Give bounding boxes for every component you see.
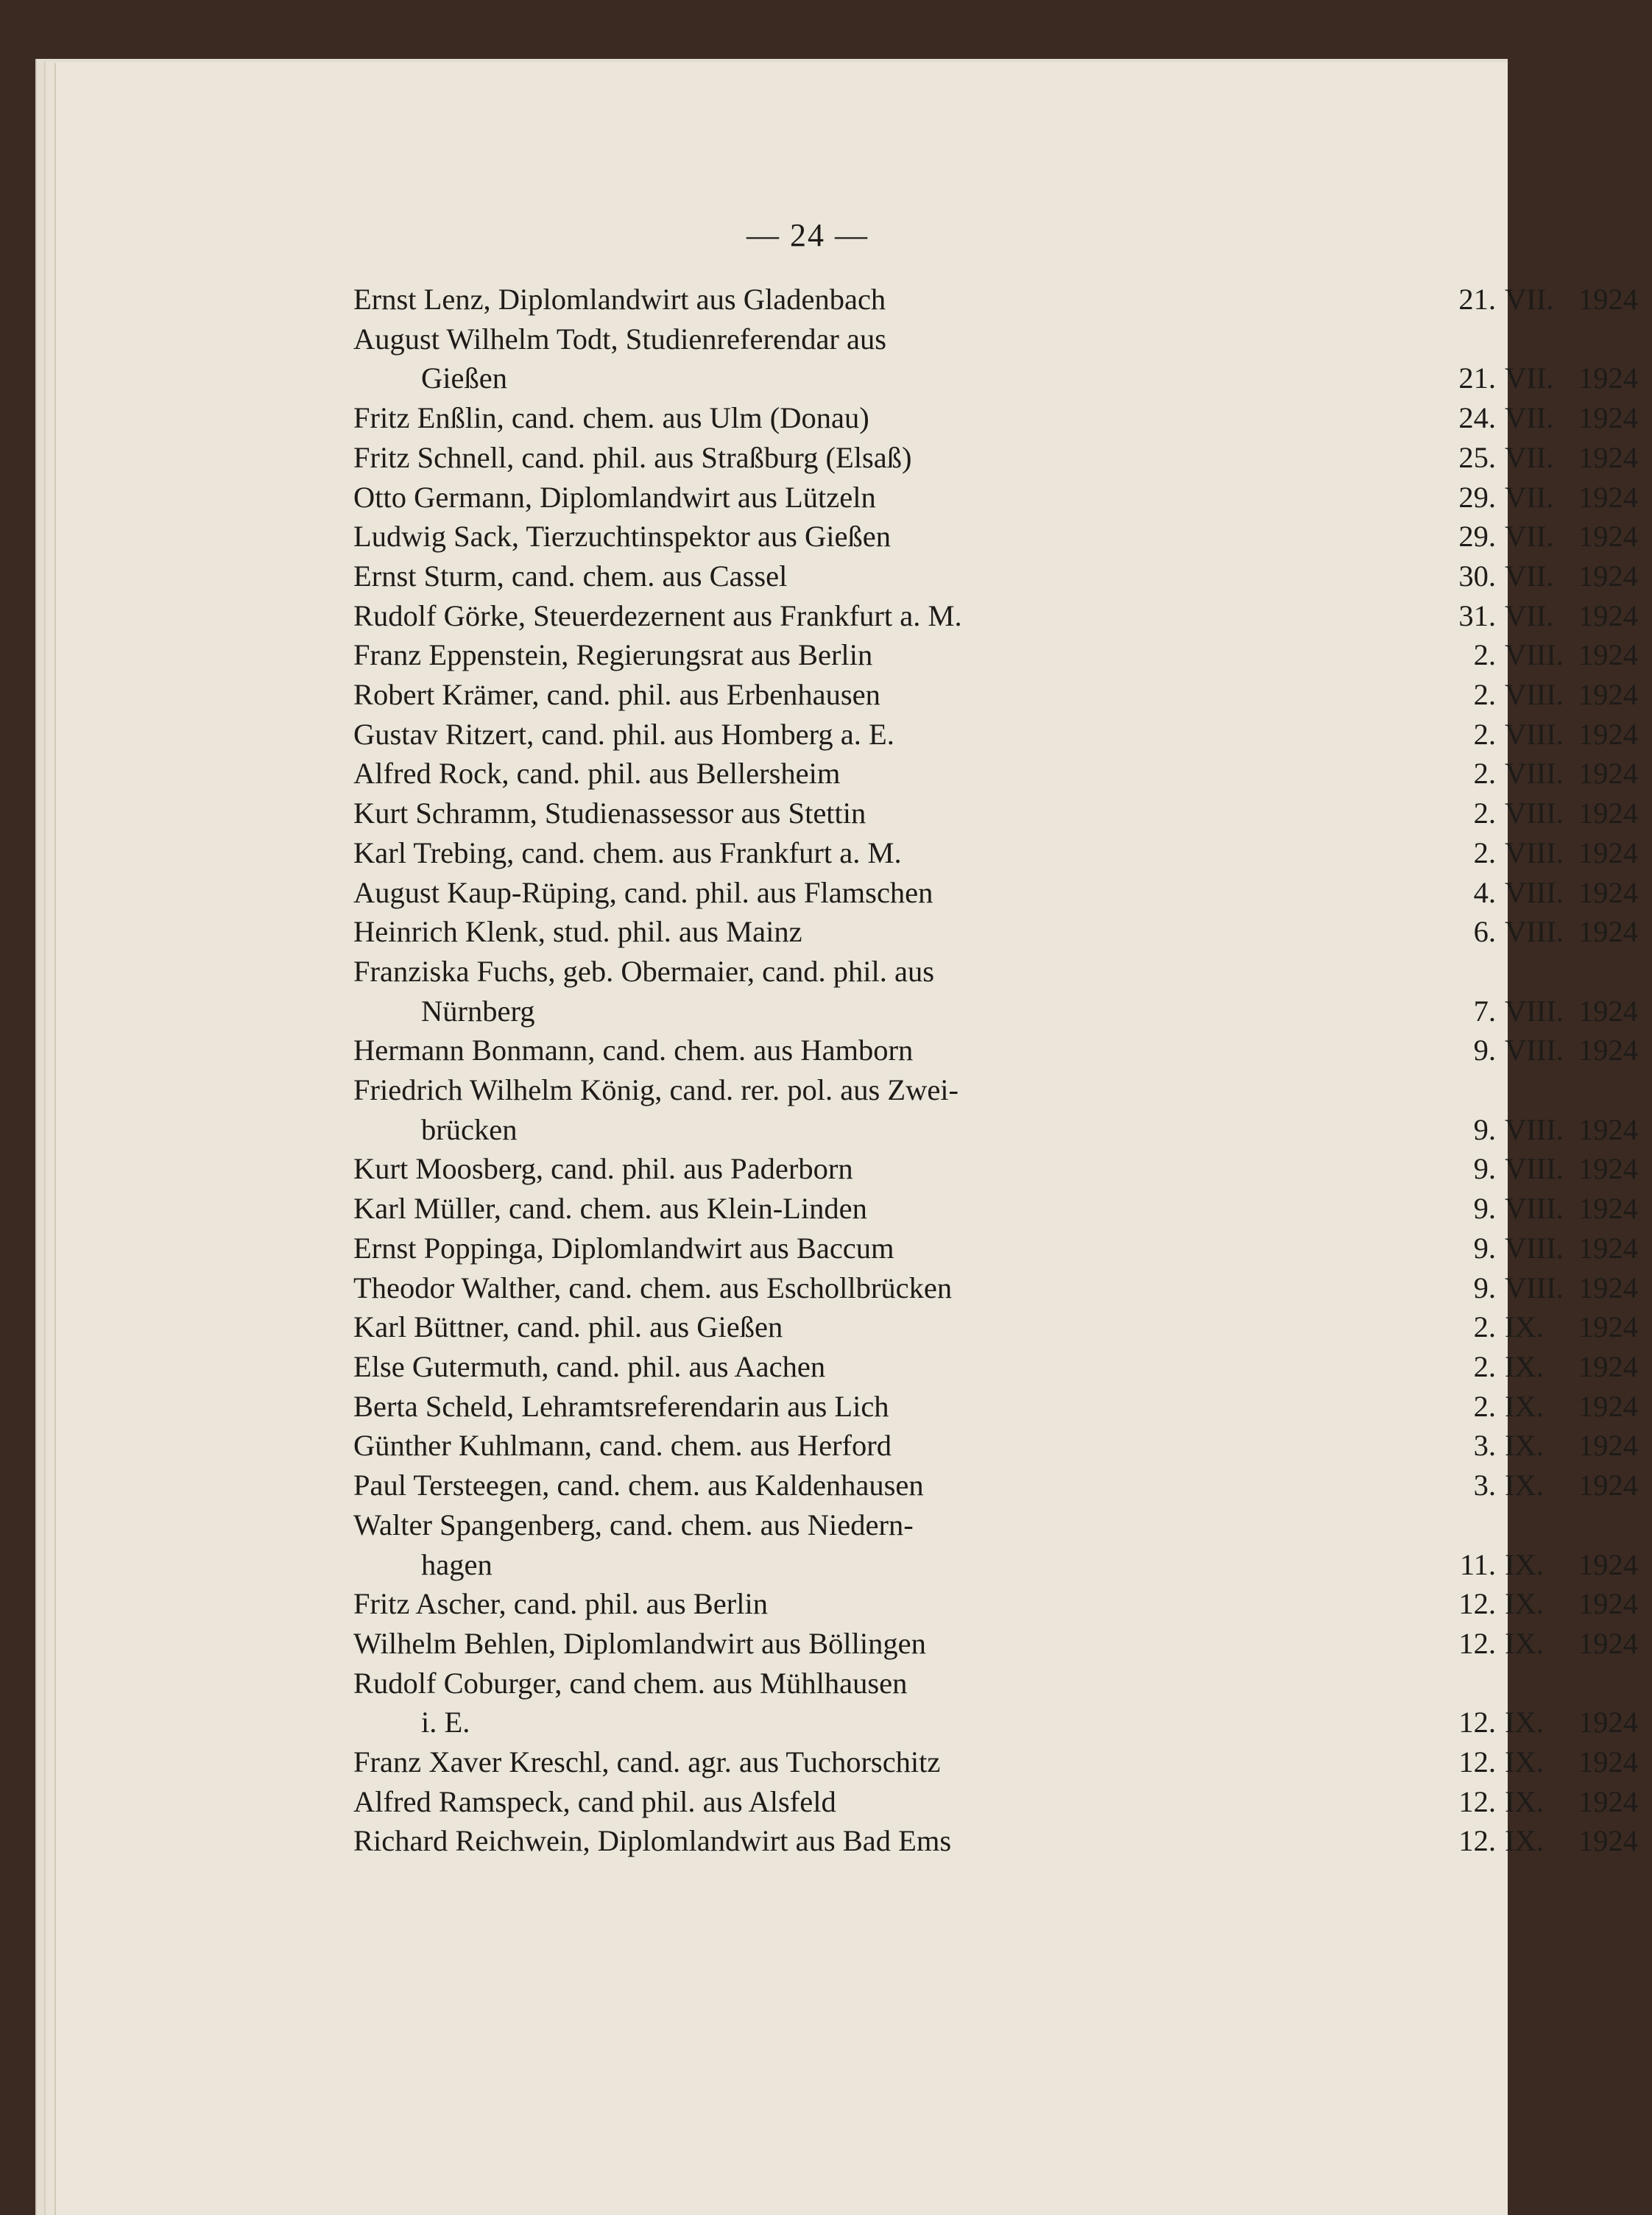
date-day: 25.: [1458, 440, 1496, 474]
entry-date: [1450, 1031, 1652, 1070]
list-item: [353, 1821, 1638, 1861]
date-month: IX.: [1505, 1784, 1544, 1818]
entry-text: [353, 557, 1060, 596]
entry-date: [1450, 438, 1652, 478]
entry-name: Karl Trebing, cand. chem. aus Frankfurt a. M.: [353, 836, 902, 869]
date-year: 1924: [1578, 1469, 1638, 1502]
date-month: VIII.: [1505, 717, 1564, 751]
list-item: [353, 1149, 1638, 1189]
list-item: [353, 1505, 1638, 1584]
date-year: 1924: [1578, 1112, 1638, 1146]
list-item: [353, 1624, 1638, 1664]
entry-date: [1450, 794, 1652, 833]
entry-text: [353, 596, 1060, 636]
entry-name: August Kaup-Rüping, cand. phil. aus Flamschen: [353, 875, 933, 909]
date-month: VIII.: [1505, 836, 1564, 869]
entry-text: [353, 715, 1060, 755]
entry-text: [353, 912, 1060, 952]
entry-name: Paul Tersteegen, cand. chem. aus Kaldenhausen: [353, 1469, 924, 1502]
date-day: 12.: [1458, 1706, 1496, 1739]
date-month: IX.: [1505, 1349, 1544, 1383]
date-month: VII.: [1505, 361, 1554, 395]
entry-name-continuation: brücken: [421, 1112, 518, 1146]
date-month: VIII.: [1505, 1112, 1564, 1146]
list-item: [353, 1664, 1638, 1742]
date-day: 9.: [1473, 1231, 1496, 1265]
entry-text: [353, 754, 1060, 794]
date-year: 1924: [1578, 559, 1638, 593]
entry-name: Ludwig Sack, Tierzuchtinspektor aus Gießen: [353, 520, 892, 554]
date-day: 12.: [1458, 1824, 1496, 1858]
entry-date: [1450, 1229, 1652, 1268]
list-item: [353, 1742, 1638, 1782]
entry-date: [1450, 1387, 1652, 1427]
date-year: 1924: [1578, 480, 1638, 514]
entry-date: [1450, 992, 1652, 1031]
entry-name: Kurt Moosberg, cand. phil. aus Paderborn: [353, 1152, 853, 1186]
date-month: VII.: [1505, 440, 1554, 474]
date-month: IX.: [1505, 1706, 1544, 1739]
entry-text: [353, 833, 1060, 873]
list-item: [353, 517, 1638, 557]
entry-text: [353, 1466, 1060, 1505]
date-month: VIII.: [1505, 1271, 1564, 1304]
date-month: VIII.: [1505, 638, 1564, 672]
entry-date: [1450, 1466, 1652, 1505]
entry-date: [1450, 358, 1652, 398]
entry-date: [1450, 1426, 1652, 1466]
entry-text: [353, 1229, 1060, 1268]
entry-date: [1450, 1268, 1652, 1308]
entry-name: Fritz Enßlin, cand. chem. aus Ulm (Donau): [353, 401, 869, 435]
entry-date: [1450, 873, 1652, 913]
entry-name-continuation: i. E.: [421, 1706, 470, 1739]
entry-text: [353, 1426, 1060, 1466]
list-item: [353, 1466, 1638, 1505]
entry-name: Hermann Bonmann, cand. chem. aus Hamborn: [353, 1034, 914, 1067]
date-day: 9.: [1473, 1271, 1496, 1304]
list-item: [353, 1387, 1638, 1427]
list-item: [353, 557, 1638, 596]
date-day: 2.: [1473, 757, 1496, 791]
entry-text: [353, 1070, 1060, 1149]
entry-date: [1450, 635, 1652, 675]
entry-text: [353, 1268, 1060, 1308]
date-day: 21.: [1458, 361, 1496, 395]
entry-date: [1450, 715, 1652, 755]
date-month: VIII.: [1505, 1034, 1564, 1067]
date-year: 1924: [1578, 796, 1638, 830]
list-item: [353, 478, 1638, 517]
date-month: IX.: [1505, 1469, 1544, 1502]
date-month: IX.: [1505, 1745, 1544, 1779]
date-day: 12.: [1458, 1784, 1496, 1818]
date-day: 2.: [1473, 678, 1496, 712]
list-item: [353, 1307, 1638, 1347]
date-day: 29.: [1458, 480, 1496, 514]
date-day: 11.: [1459, 1547, 1496, 1581]
date-day: 9.: [1473, 1192, 1496, 1226]
entry-text: [353, 1189, 1060, 1229]
date-year: 1924: [1578, 1429, 1638, 1463]
entry-name: Gustav Ritzert, cand. phil. aus Homberg a. E.: [353, 717, 894, 751]
date-month: VIII.: [1505, 994, 1564, 1028]
entry-name: Rudolf Coburger, cand chem. aus Mühlhausen: [353, 1666, 908, 1700]
entry-date: [1450, 1782, 1652, 1822]
date-month: VII.: [1505, 480, 1554, 514]
date-day: 9.: [1473, 1034, 1496, 1067]
date-month: IX.: [1505, 1547, 1544, 1581]
date-year: 1924: [1578, 1626, 1638, 1660]
date-year: 1924: [1578, 520, 1638, 554]
entry-text: [353, 794, 1060, 833]
entry-text: [353, 398, 1060, 438]
date-day: 2.: [1473, 717, 1496, 751]
entry-date: [1450, 1703, 1652, 1742]
entry-name: Ernst Sturm, cand. chem. aus Cassel: [353, 559, 788, 593]
entry-date: [1450, 280, 1652, 319]
entry-name: Karl Müller, cand. chem. aus Klein-Linden: [353, 1192, 867, 1226]
date-year: 1924: [1578, 1745, 1638, 1779]
entry-text: [353, 478, 1060, 517]
date-day: 4.: [1473, 875, 1496, 909]
list-item: [353, 1268, 1638, 1308]
entry-name: Friedrich Wilhelm König, cand. rer. pol. aus Zwei-: [353, 1073, 959, 1107]
date-month: IX.: [1505, 1587, 1544, 1621]
list-item: [353, 1070, 1638, 1149]
date-month: VIII.: [1505, 1152, 1564, 1186]
date-month: VII.: [1505, 401, 1554, 435]
entry-date: [1450, 1742, 1652, 1782]
entry-text: [353, 675, 1060, 715]
list-item: [353, 1584, 1638, 1624]
list-item: [353, 1426, 1638, 1466]
date-year: 1924: [1578, 1824, 1638, 1858]
entry-name-continuation: Gießen: [421, 361, 507, 395]
list-item: [353, 715, 1638, 755]
date-month: VII.: [1505, 520, 1554, 554]
entry-date: [1450, 1545, 1652, 1585]
list-item: [353, 912, 1638, 952]
entry-date: [1450, 398, 1652, 438]
list-item: [353, 319, 1638, 398]
date-year: 1924: [1578, 1271, 1638, 1304]
date-year: 1924: [1578, 915, 1638, 949]
date-month: VIII.: [1505, 1192, 1564, 1226]
date-month: VIII.: [1505, 875, 1564, 909]
date-day: 31.: [1458, 598, 1496, 632]
entry-name: Ernst Lenz, Diplomlandwirt aus Gladenbach: [353, 283, 886, 316]
date-month: VII.: [1505, 283, 1554, 316]
list-item: [353, 952, 1638, 1031]
list-item: [353, 280, 1638, 319]
date-day: 24.: [1458, 401, 1496, 435]
entry-name: Heinrich Klenk, stud. phil. aus Mainz: [353, 915, 802, 949]
entry-name: Günther Kuhlmann, cand. chem. aus Herford: [353, 1429, 892, 1463]
date-year: 1924: [1578, 1706, 1638, 1739]
list-item: [353, 438, 1638, 478]
entry-date: [1450, 1149, 1652, 1189]
entry-text: [353, 1347, 1060, 1387]
list-item: [353, 1229, 1638, 1268]
entry-date: [1450, 557, 1652, 596]
date-year: 1924: [1578, 875, 1638, 909]
date-month: VIII.: [1505, 796, 1564, 830]
date-year: 1924: [1578, 1784, 1638, 1818]
entry-date: [1450, 1584, 1652, 1624]
date-year: 1924: [1578, 757, 1638, 791]
entry-name-continuation: hagen: [421, 1547, 493, 1581]
entry-date: [1450, 1821, 1652, 1861]
list-item: [353, 675, 1638, 715]
date-year: 1924: [1578, 1587, 1638, 1621]
date-year: 1924: [1578, 598, 1638, 632]
entry-date: [1450, 912, 1652, 952]
entry-name: Ernst Poppinga, Diplomlandwirt aus Baccum: [353, 1231, 894, 1265]
date-day: 6.: [1473, 915, 1496, 949]
entry-date: [1450, 1347, 1652, 1387]
entry-text: [353, 1031, 1060, 1070]
date-month: IX.: [1505, 1310, 1544, 1344]
entry-date: [1450, 833, 1652, 873]
date-year: 1924: [1578, 361, 1638, 395]
page-number: — 24 —: [746, 217, 869, 253]
entry-name: Kurt Schramm, Studienassessor aus Stettin: [353, 796, 866, 830]
date-month: VIII.: [1505, 678, 1564, 712]
entry-name: Berta Scheld, Lehramtsreferendarin aus Lich: [353, 1389, 889, 1423]
entry-text: [353, 1624, 1060, 1664]
entry-name: Fritz Ascher, cand. phil. aus Berlin: [353, 1587, 769, 1621]
entry-date: [1450, 1307, 1652, 1347]
list-item: [353, 1782, 1638, 1822]
date-year: 1924: [1578, 1547, 1638, 1581]
entry-date: [1450, 596, 1652, 636]
entry-name: Alfred Rock, cand. phil. aus Bellersheim: [353, 757, 841, 791]
date-year: 1924: [1578, 717, 1638, 751]
entry-text: [353, 319, 1060, 398]
date-month: VIII.: [1505, 1231, 1564, 1265]
entry-name: Theodor Walther, cand. chem. aus Eschollbrücken: [353, 1271, 953, 1304]
entry-name: Franz Eppenstein, Regierungsrat aus Berlin: [353, 638, 873, 672]
entry-text: [353, 517, 1060, 557]
entry-list: [353, 280, 1638, 1861]
entry-name: Else Gutermuth, cand. phil. aus Aachen: [353, 1349, 826, 1383]
date-day: 9.: [1473, 1152, 1496, 1186]
entry-name: Robert Krämer, cand. phil. aus Erbenhausen: [353, 678, 880, 712]
entry-date: [1450, 1624, 1652, 1664]
date-month: IX.: [1505, 1389, 1544, 1423]
date-day: 29.: [1458, 520, 1496, 554]
entry-name: Franz Xaver Kreschl, cand. agr. aus Tuchorschitz: [353, 1745, 941, 1779]
date-day: 3.: [1473, 1469, 1496, 1502]
entry-name: Rudolf Görke, Steuerdezernent aus Frankfurt a. M.: [353, 598, 962, 632]
date-year: 1924: [1578, 1034, 1638, 1067]
entry-text: [353, 1505, 1060, 1584]
list-item: [353, 1031, 1638, 1070]
date-day: 21.: [1458, 283, 1496, 316]
entry-name: Walter Spangenberg, cand. chem. aus Niedern-: [353, 1508, 914, 1541]
date-day: 12.: [1458, 1626, 1496, 1660]
list-item: [353, 833, 1638, 873]
entry-text: [353, 635, 1060, 675]
entry-date: [1450, 675, 1652, 715]
entry-name: Otto Germann, Diplomlandwirt aus Lützeln: [353, 480, 876, 514]
entry-text: [353, 952, 1060, 1031]
date-year: 1924: [1578, 638, 1638, 672]
date-year: 1924: [1578, 440, 1638, 474]
date-day: 2.: [1473, 638, 1496, 672]
entry-text: [353, 1307, 1060, 1347]
date-day: 2.: [1473, 1310, 1496, 1344]
entry-date: [1450, 1110, 1652, 1150]
date-year: 1924: [1578, 1192, 1638, 1226]
list-item: [353, 635, 1638, 675]
date-year: 1924: [1578, 994, 1638, 1028]
entry-date: [1450, 478, 1652, 517]
entry-name: Wilhelm Behlen, Diplomlandwirt aus Böllingen: [353, 1626, 926, 1660]
date-day: 3.: [1473, 1429, 1496, 1463]
date-day: 2.: [1473, 1389, 1496, 1423]
entry-text: [353, 1584, 1060, 1624]
entry-text: [353, 1782, 1060, 1822]
entry-date: [1450, 1189, 1652, 1229]
date-day: 2.: [1473, 836, 1496, 869]
entry-name: Franziska Fuchs, geb. Obermaier, cand. phil. aus: [353, 954, 935, 988]
entry-name: Fritz Schnell, cand. phil. aus Straßburg (Elsaß): [353, 440, 912, 474]
entry-text: [353, 438, 1060, 478]
list-item: [353, 1189, 1638, 1229]
date-month: IX.: [1505, 1429, 1544, 1463]
entry-text: [353, 1664, 1060, 1742]
list-item: [353, 398, 1638, 438]
entry-text: [353, 1149, 1060, 1189]
date-month: VII.: [1505, 559, 1554, 593]
date-year: 1924: [1578, 1389, 1638, 1423]
entry-text: [353, 1821, 1060, 1861]
date-month: VIII.: [1505, 757, 1564, 791]
date-year: 1924: [1578, 678, 1638, 712]
date-day: 2.: [1473, 796, 1496, 830]
date-month: IX.: [1505, 1824, 1544, 1858]
entry-name: Alfred Ramspeck, cand phil. aus Alsfeld: [353, 1784, 836, 1818]
entry-name: Richard Reichwein, Diplomlandwirt aus Bad Ems: [353, 1824, 952, 1858]
entry-name: August Wilhelm Todt, Studienreferendar aus: [353, 322, 887, 356]
entry-date: [1450, 754, 1652, 794]
list-item: [353, 596, 1638, 636]
date-day: 7.: [1473, 994, 1496, 1028]
list-item: [353, 873, 1638, 913]
date-year: 1924: [1578, 1349, 1638, 1383]
entry-text: [353, 873, 1060, 913]
date-year: 1924: [1578, 1310, 1638, 1344]
date-month: IX.: [1505, 1626, 1544, 1660]
date-day: 9.: [1473, 1112, 1496, 1146]
entry-text: [353, 280, 1060, 319]
date-day: 30.: [1458, 559, 1496, 593]
date-year: 1924: [1578, 401, 1638, 435]
entry-name: Karl Büttner, cand. phil. aus Gießen: [353, 1310, 783, 1344]
list-item: [353, 794, 1638, 833]
entry-date: [1450, 517, 1652, 557]
date-day: 12.: [1458, 1587, 1496, 1621]
date-year: 1924: [1578, 283, 1638, 316]
entry-text: [353, 1742, 1060, 1782]
date-year: 1924: [1578, 1231, 1638, 1265]
date-day: 12.: [1458, 1745, 1496, 1779]
date-year: 1924: [1578, 1152, 1638, 1186]
date-day: 2.: [1473, 1349, 1496, 1383]
date-year: 1924: [1578, 836, 1638, 869]
entry-name-continuation: Nürnberg: [421, 994, 535, 1028]
date-month: VIII.: [1505, 915, 1564, 949]
entry-text: [353, 1387, 1060, 1427]
date-month: VII.: [1505, 598, 1554, 632]
list-item: [353, 754, 1638, 794]
list-item: [353, 1347, 1638, 1387]
